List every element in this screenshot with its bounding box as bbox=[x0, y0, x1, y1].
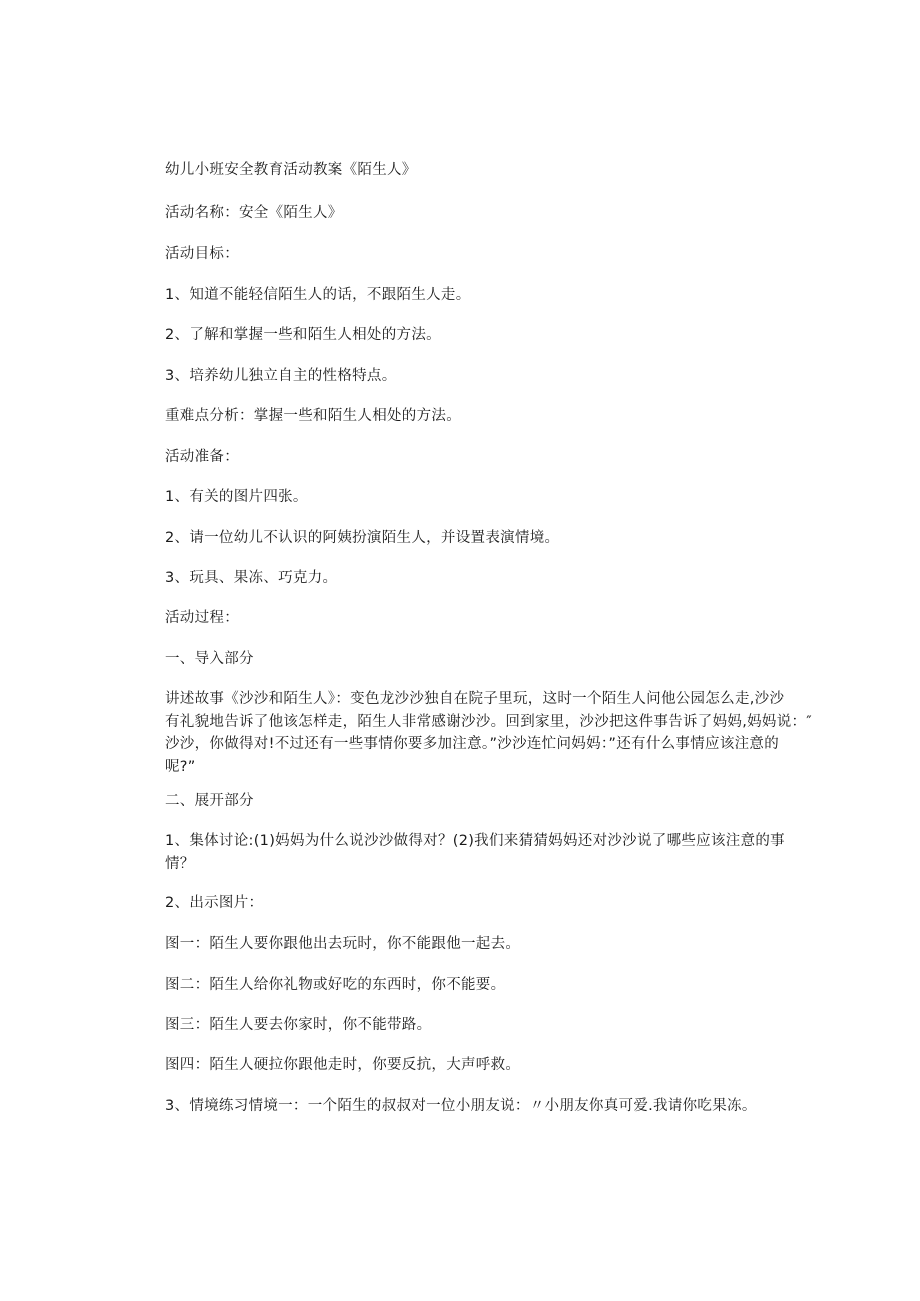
prep-heading: 活动准备： bbox=[165, 449, 239, 465]
goal-item: 2、了解和掌握一些和陌生人相处的方法。 bbox=[165, 327, 441, 343]
scenario-line: 3、情境练习情境一：一个陌生的叔叔对一位小朋友说：〃小朋友你真可爱.我请你吃果冻。 bbox=[165, 1098, 757, 1114]
story-line: 讲述故事《沙沙和陌生人》：变色龙沙沙独自在院子里玩，这时一个陌生人问他公园怎么走,沙沙 bbox=[165, 691, 785, 707]
prep-item: 3、玩具、果冻、巧克力。 bbox=[165, 570, 338, 586]
story-line: 呢?” bbox=[165, 758, 196, 775]
discussion-paragraph bbox=[165, 830, 790, 875]
key-points: 重难点分析：掌握一些和陌生人相处的方法。 bbox=[165, 408, 461, 424]
part1-heading: 一、导入部分 bbox=[165, 651, 254, 667]
story-line: 沙沙，你做得对!不过还有一些事情你要多加注意。”沙沙连忙问妈妈：”还有什么事情应该注意的 bbox=[165, 736, 780, 752]
part2-heading: 二、展开部分 bbox=[165, 793, 254, 809]
prep-item: 1、有关的图片四张。 bbox=[165, 489, 308, 505]
picture-item: 图三：陌生人要去你家时，你不能带路。 bbox=[165, 1017, 432, 1033]
document-title: 幼儿小班安全教育活动教案《陌生人》 bbox=[165, 162, 417, 178]
picture-item: 图一：陌生人要你跟他出去玩时，你不能跟他一起去。 bbox=[165, 936, 521, 952]
goal-item: 1、知道不能轻信陌生人的话，不跟陌生人走。 bbox=[165, 287, 471, 303]
goals-heading: 活动目标： bbox=[165, 246, 239, 262]
discussion-line: 1、集体讨论:(1)妈妈为什么说沙沙做得对？(2)我们来猜猜妈妈还对沙沙说了哪些应该注意的事 bbox=[165, 833, 785, 849]
picture-item: 图二：陌生人给你礼物或好吃的东西时，你不能要。 bbox=[165, 977, 506, 993]
story-paragraph bbox=[165, 688, 813, 778]
picture-item: 图四：陌生人硬拉你跟他走时，你要反抗，大声呼救。 bbox=[165, 1057, 521, 1073]
prep-item: 2、请一位幼儿不认识的阿姨扮演陌生人，并设置表演情境。 bbox=[165, 530, 560, 546]
activity-name: 活动名称：安全《陌生人》 bbox=[165, 205, 343, 221]
discussion-line: 情？ bbox=[165, 855, 195, 872]
goal-item: 3、培养幼儿独立自主的性格特点。 bbox=[165, 368, 397, 384]
process-heading: 活动过程： bbox=[165, 610, 239, 626]
show-pictures: 2、出示图片： bbox=[165, 895, 264, 911]
story-line: 有礼貌地告诉了他该怎样走，陌生人非常感谢沙沙。回到家里，沙沙把这件事告诉了妈妈,妈妈说：″ bbox=[165, 713, 813, 730]
